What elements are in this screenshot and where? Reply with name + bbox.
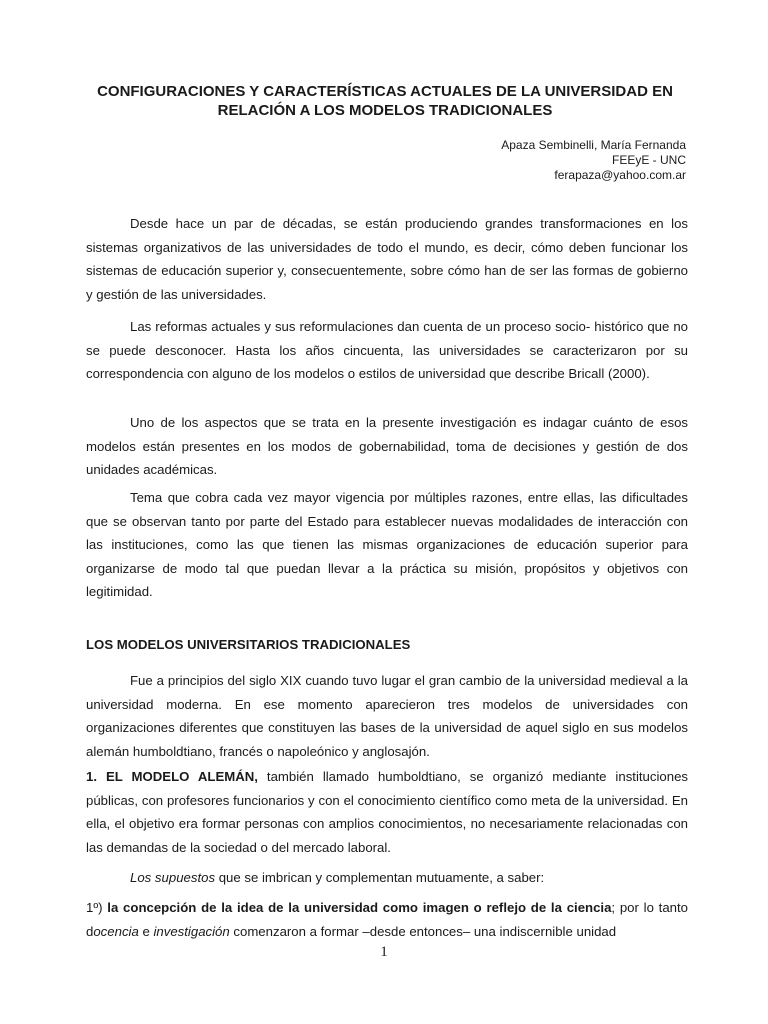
point-1-text-c: comenzaron a formar –desde entonces– una indiscernible unidad xyxy=(229,923,617,939)
point-1-text-b: e xyxy=(138,923,154,939)
point-1-paragraph xyxy=(86,896,688,943)
author-name: Apaza Sembinelli, María Fernanda xyxy=(501,138,686,152)
point-1-investigacion: investigación xyxy=(153,923,230,939)
paragraph-3: Uno de los aspectos que se trata en la presente investigación es indagar cuánto de esos modelos están presentes en los modos de gobernabilidad, toma de decisiones y gestión de dos unidades académicas. xyxy=(86,415,688,478)
model-aleman-lead: 1. EL MODELO ALEMÁN, xyxy=(86,769,258,784)
supuestos-paragraph xyxy=(86,866,688,890)
point-1-text-a: ; por lo tanto d xyxy=(86,900,689,939)
supuestos-lead: Los supuestos xyxy=(130,870,216,885)
point-1-bold-text: la concepción de la idea de la universidad como imagen o reflejo de la ciencia xyxy=(102,900,612,915)
supuestos-text: que se imbrican y complementan mutuamente, a saber: xyxy=(215,870,545,885)
author-affiliation: FEEyE - UNC xyxy=(611,153,686,167)
paragraph-2: Las reformas actuales y sus reformulaciones dan cuenta de un proceso socio- histórico que no se puede desconocer. Hasta los años cincuenta, las universidades se caracterizaron por su correspondencia con alguno de los modelos o estilos de universidad que describe Bricall (2000). xyxy=(86,319,688,382)
point-1-docencia: ocencia xyxy=(93,923,139,939)
section-heading: LOS MODELOS UNIVERSITARIOS TRADICIONALES xyxy=(86,637,411,652)
title-line-2: RELACIÓN A LOS MODELOS TRADICIONALES xyxy=(217,102,553,119)
model-aleman-text: también llamado humboldtiano, se organizó mediante instituciones públicas, con profesores funcionarios y con el conocimiento científico como meta de la universidad. En ella, el objetivo era formar personas con amplios conocimientos, no necesariamente relacionadas con las demandas de la sociedad o del mercado laboral. xyxy=(86,769,688,855)
paragraph-1: Desde hace un par de décadas, se están produciendo grandes transformaciones en los sistemas organizativos de las universidades de todo el mundo, es decir, cómo deben funcionar los sistemas de educación superior y, consecuentemente, sobre cómo han de ser las formas de gobierno y gestión de las universidades. xyxy=(86,216,688,302)
page-number: 1 xyxy=(380,944,388,960)
point-1-number: 1º) xyxy=(86,900,103,915)
title-line-1: CONFIGURACIONES Y CARACTERÍSTICAS ACTUALES DE LA UNIVERSIDAD EN xyxy=(97,83,673,100)
document-title xyxy=(60,82,710,120)
author-email: ferapaza@yahoo.com.ar xyxy=(554,168,686,182)
section-paragraph: Fue a principios del siglo XIX cuando tuvo lugar el gran cambio de la universidad medieval a la universidad moderna. En ese momento aparecieron tres modelos de universidades con organizaciones diferentes que constituyen las bases de la universidad de aquel siglo en sus modelos alemán humboldtiano, francés o napoleónico y anglosajón. xyxy=(86,673,688,759)
paragraph-4: Tema que cobra cada vez mayor vigencia por múltiples razones, entre ellas, las dificultades que se observan tanto por parte del Estado para establecer nuevas modalidades de interacción con las instituciones, como las que tienen las mismas organizaciones de educación superior para organizarse de modo tal que puedan llevar a la práctica su misión, propósitos y objetivos con legitimidad. xyxy=(86,490,688,600)
model-aleman-paragraph xyxy=(86,765,688,859)
author-block xyxy=(501,138,686,183)
